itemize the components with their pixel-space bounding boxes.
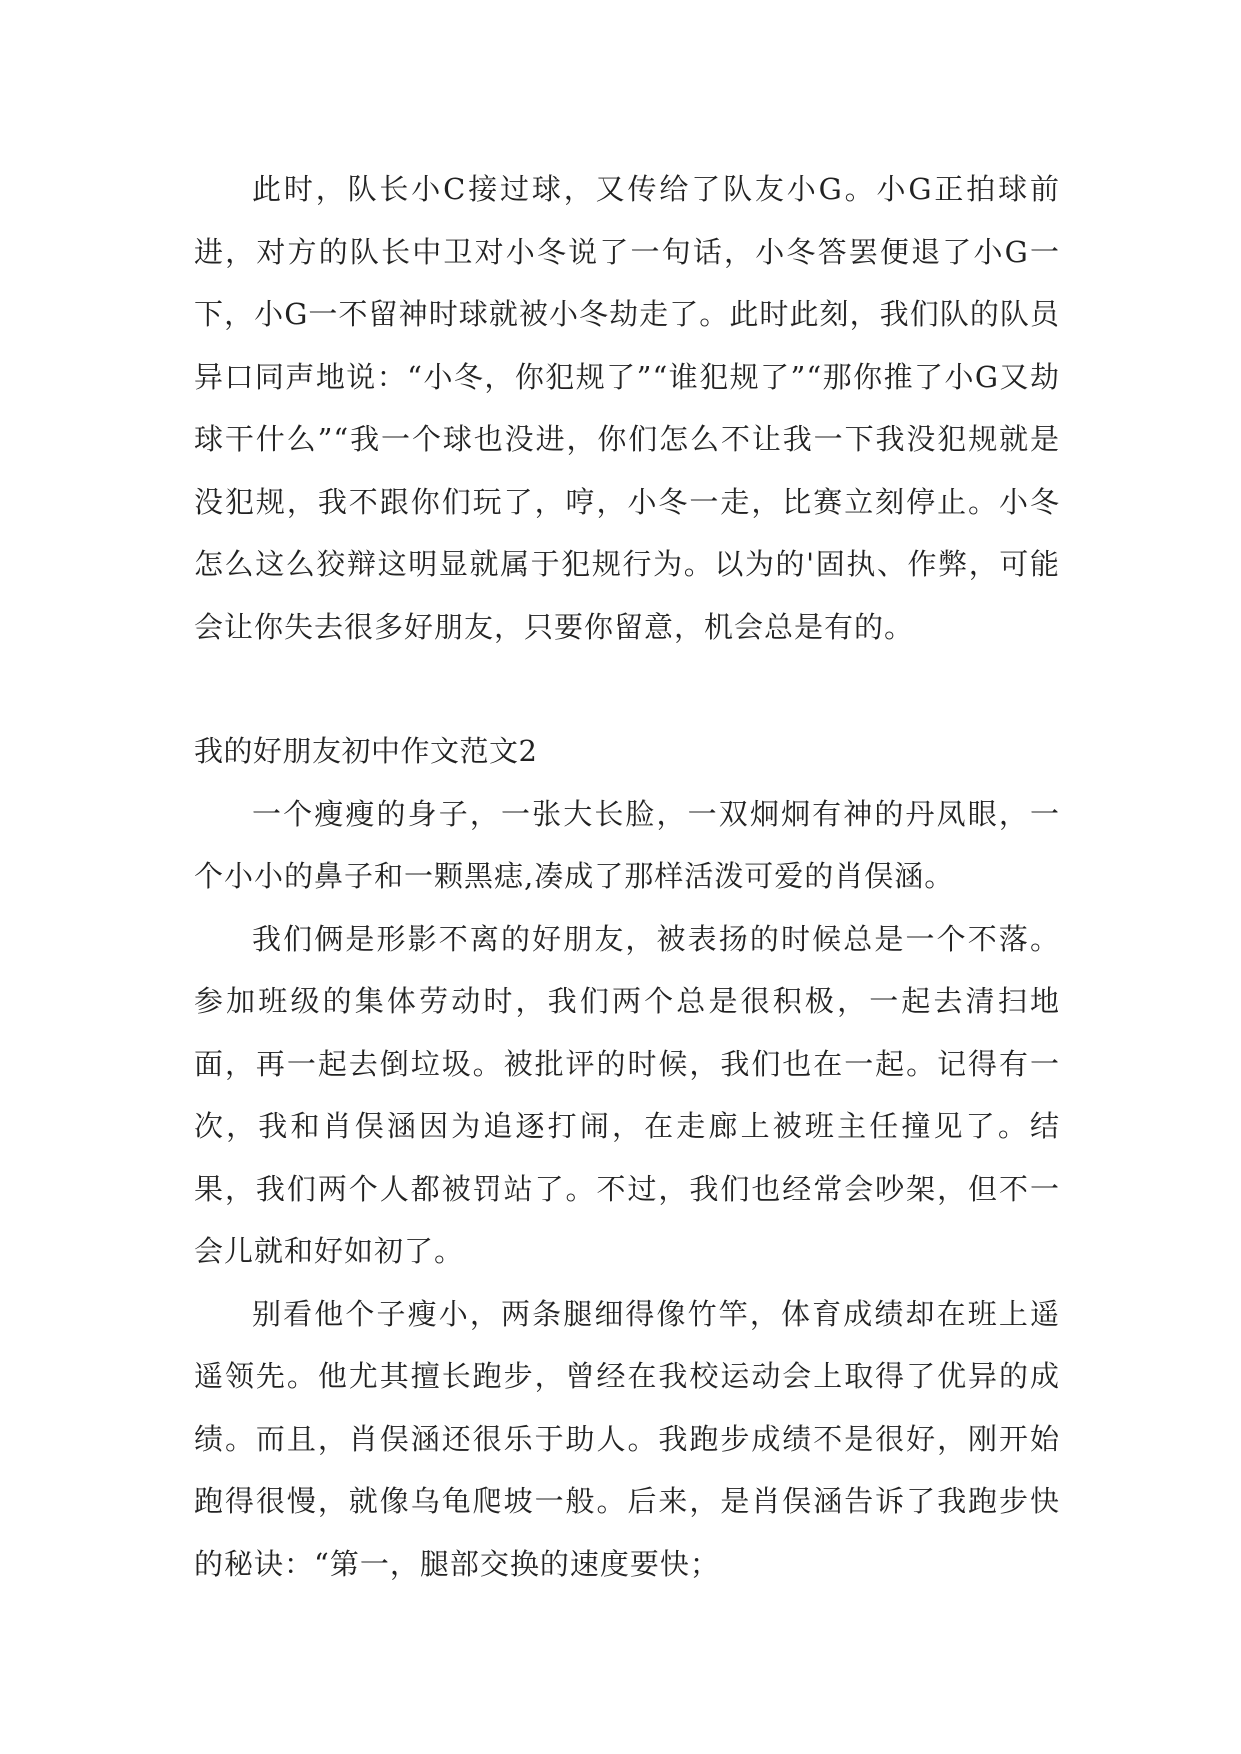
paragraph-2: 一个瘦瘦的身子，一张大长脸，一双炯炯有神的丹凤眼，一个小小的鼻子和一颗黑痣,凑成了那样活泼可爱的肖俣涵。 xyxy=(194,796,1060,893)
paragraph-3: 我们俩是形影不离的好朋友，被表扬的时候总是一个不落。参加班级的集体劳动时，我们两个总是很积极，一起去清扫地面，再一起去倒垃圾。被批评的时候，我们也在一起。记得有一次，我和肖俣涵因为追逐打闹，在走廊上被班主任撞见了。结果，我们两个人都被罚站了。不过，我们也经常会吵架，但不一会儿就和好如初了。 xyxy=(194,921,1060,1268)
document-body xyxy=(194,158,1060,1595)
paragraph-4: 别看他个子瘦小，两条腿细得像竹竿，体育成绩却在班上遥遥领先。他尤其擅长跑步，曾经在我校运动会上取得了优异的成绩。而且，肖俣涵还很乐于助人。我跑步成绩不是很好，刚开始跑得很慢，就像乌龟爬坡一般。后来，是肖俣涵告诉了我跑步快的秘诀：“第一，腿部交换的速度要快； xyxy=(194,1296,1060,1581)
section-heading: 我的好朋友初中作文范文2 xyxy=(194,734,538,768)
paragraph-1: 此时，队长小C接过球，又传给了队友小G。小G正拍球前进，对方的队长中卫对小冬说了一句话，小冬答罢便退了小G一下，小G一不留神时球就被小冬劫走了。此时此刻，我们队的队员异口同声地说：“小冬，你犯规了”“谁犯规了”“那你推了小G又劫球干什么”“我一个球也没进，你们怎么不让我一下我没犯规就是没犯规，我不跟你们玩了，哼，小冬一走，比赛立刻停止。小冬怎么这么狡辩这明显就属于犯规行为。以为的'固执、作弊，可能会让你失去很多好朋友，只要你留意，机会总是有的。 xyxy=(194,172,1060,644)
